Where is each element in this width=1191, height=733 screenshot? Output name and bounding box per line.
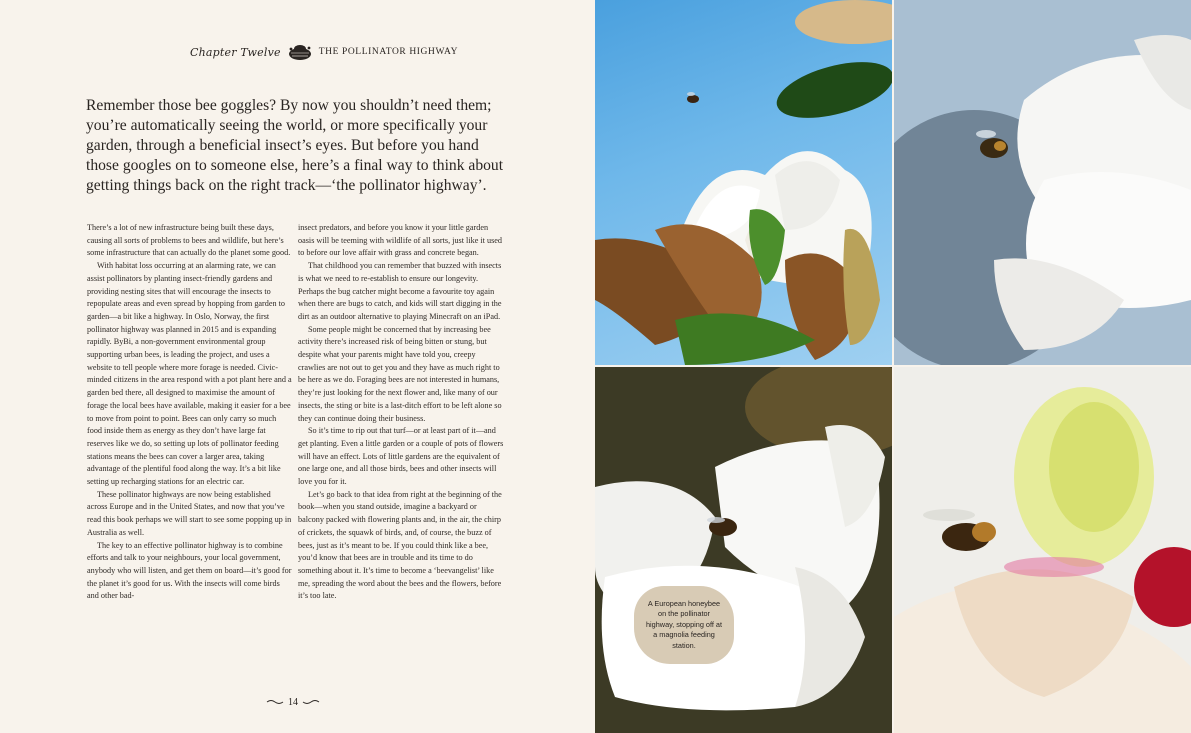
body-paragraph: Some people might be concerned that by increasing bee activity there’s increased risk of being bitten or stung, but despite what your parents might have told you, creepy crawlies are not out to get you and they have as much right to be here as we do. Foraging bees are not interested in humans, they’re just looking for the next flower and, like many of our insects, the sting or bite is a last-ditch effort to be left alone so they can continue doing their business. [298, 324, 502, 423]
photo-bee-near-petals [894, 0, 1191, 365]
swash-left-icon [266, 699, 284, 705]
photo-artwork [595, 0, 892, 365]
body-paragraph: With habitat loss occurring at an alarming rate, we can assist pollinators by planting insect-friendly gardens and providing nesting sites that will encourage the insects to repopulate areas and even spread by hopping from garden to garden—a bit like a highway. In Oslo, Norway, the first pollinator highway was planned in 2015 and is expanding rapidly. ByBi, a non-government environmental group supporting urban bees, is leading the project, and uses a website to tell people where more forage is needed. Civic-minded citizens in the area respond with a pot plant here and a garden bed there, all designed to maximise the amount of forage the local bees have available, making it easier for a bee to move from point to point. Bees can only carry so much food inside them as energy as they don’t have large fat reserves like we do, so setting up lots of pollinator feeding stations means the bees can cover a larger area, taking advantage of the plentiful food along the way. It’s a bit like setting up recharging stations for an electric car. [87, 261, 292, 487]
body-column-1 [87, 222, 293, 603]
caption-text: A European honeybee on the pollinator highway, stopping off at a magnolia feeding station. [646, 598, 722, 650]
body-paragraph: Let’s go back to that idea from right at the beginning of the book—when you stand outside, imagine a backyard or balcony packed with flowering plants and, in the air, the chirp of crickets, the squawk of birds, and, of course, the buzz of bees, just as it’s meant to be. If you could think like a bee, you’d know that bees are in trouble and its time to do something about it. It’s time to become a ‘beevangelist’ like me, spreading the word about the bees and the flowers, before it’s too late. [298, 489, 502, 601]
photo-bee-on-stamens [894, 367, 1191, 733]
intro-paragraph: Remember those bee goggles? By now you shouldn’t need them; you’re automatically seeing the world, or more specifically your garden, through a beneficial insect’s eyes. But before you hand those googles on to someone else, here’s a final way to think about getting things back on the right track—‘the pollinator highway’. [86, 97, 504, 194]
body-paragraph: There’s a lot of new infrastructure being built these days, causing all sorts of problems to bees and wildlife, but here’s some infrastructure that can actually do the planet some good. [87, 223, 291, 258]
chapter-title: THE POLLINATOR HIGHWAY [318, 47, 459, 57]
body-paragraph: So it’s time to rip out that turf—or at least part of it—and get planting. Even a little garden or a couple of pots of flowers will have an effect. Lots of little gardens are the equivalent of one large one, and all those birds, bees and other insects will love you for it. [298, 426, 504, 487]
photo-artwork [595, 367, 892, 733]
body-column-2 [298, 222, 504, 603]
photo-bee-above-magnolia [595, 0, 892, 365]
chapter-header [190, 42, 490, 62]
page-folio [262, 695, 324, 709]
body-paragraph: These pollinator highways are now being established across Europe and in the United States, and now that you’ve read this book perhaps we will start to see some popping up in Australia as well. [87, 489, 292, 537]
beehive-icon [287, 44, 313, 60]
body-paragraph: insect predators, and before you know it your little garden oasis will be teeming with wildlife of all sorts, just like it used to before our love affair with grass and concrete began. [298, 223, 502, 258]
body-paragraph: The key to an effective pollinator highway is to combine efforts and talk to your neighbours, your local government, anybody who will listen, and get them on board—it’s good for the planet it’s good for us. With the insects will come birds and other bad- [87, 540, 292, 601]
body-paragraph: That childhood you can remember that buzzed with insects is what we need to re-establish to ensure our longevity. Perhaps the bug catcher might become a favourite toy again when there are bugs to catch, and kids will start digging in the dirt as an outdoor alternative to playing Minecraft on an iPad. [298, 261, 502, 321]
photo-caption [634, 586, 734, 664]
left-page [0, 0, 595, 733]
chapter-number: Chapter Twelve [190, 45, 281, 59]
page-number: 14 [288, 696, 298, 708]
photo-artwork [894, 0, 1191, 365]
swash-right-icon [302, 699, 320, 705]
photo-artwork [894, 367, 1191, 733]
photo-bee-on-petal [595, 367, 892, 733]
